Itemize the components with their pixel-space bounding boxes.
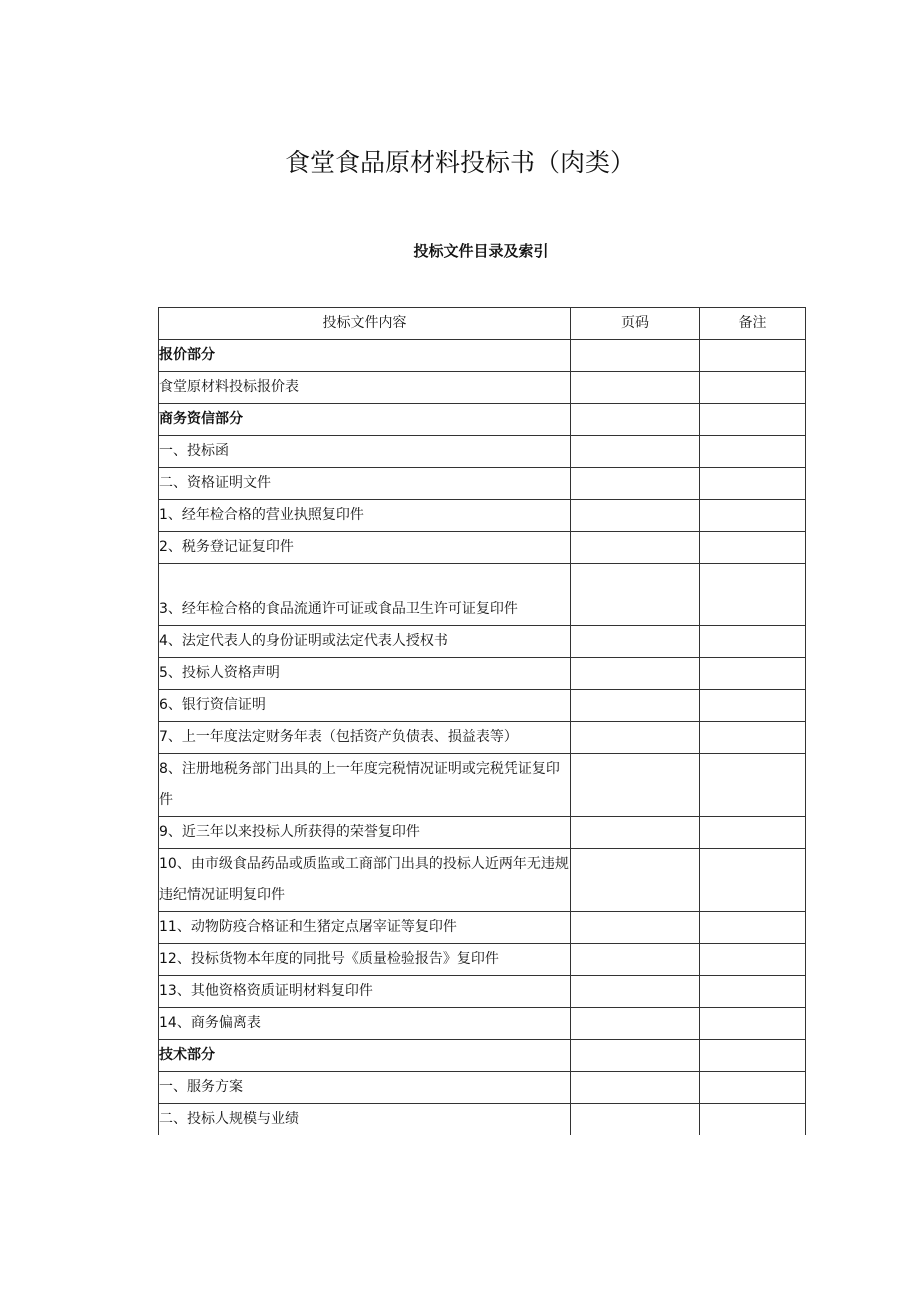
row-content: 14、商务偏离表 <box>159 1008 571 1040</box>
row-content: 报价部分 <box>159 340 571 372</box>
row-content: 二、投标人规模与业绩 <box>159 1104 571 1136</box>
row-remark <box>700 372 806 404</box>
table-row <box>159 468 806 500</box>
table-row <box>159 690 806 722</box>
table-row <box>159 532 806 564</box>
table-row <box>159 1008 806 1040</box>
table-row <box>159 372 806 404</box>
row-content: 商务资信部分 <box>159 404 571 436</box>
row-page <box>571 944 700 976</box>
section-row <box>159 1040 806 1072</box>
row-content: 4、法定代表人的身份证明或法定代表人授权书 <box>159 626 571 658</box>
row-remark <box>700 754 806 817</box>
row-content: 技术部分 <box>159 1040 571 1072</box>
row-page <box>571 1040 700 1072</box>
row-remark <box>700 626 806 658</box>
row-content: 11、动物防疫合格证和生猪定点屠宰证等复印件 <box>159 912 571 944</box>
table-row <box>159 754 806 817</box>
section-row <box>159 340 806 372</box>
row-page <box>571 626 700 658</box>
row-page <box>571 500 700 532</box>
table-row <box>159 976 806 1008</box>
toc-body <box>159 340 806 1136</box>
table-row <box>159 817 806 849</box>
row-content: 5、投标人资格声明 <box>159 658 571 690</box>
row-page <box>571 817 700 849</box>
table-row <box>159 722 806 754</box>
row-page <box>571 849 700 912</box>
row-content: 一、服务方案 <box>159 1072 571 1104</box>
table-row <box>159 436 806 468</box>
document-title: 食堂食品原材料投标书（肉类） <box>284 148 635 177</box>
section-row <box>159 404 806 436</box>
header-page: 页码 <box>571 308 700 340</box>
row-remark <box>700 722 806 754</box>
row-content: 12、投标货物本年度的同批号《质量检验报告》复印件 <box>159 944 571 976</box>
row-content: 6、银行资信证明 <box>159 690 571 722</box>
table-row <box>159 564 806 626</box>
table-row <box>159 849 806 912</box>
row-page <box>571 564 700 626</box>
row-remark <box>700 1040 806 1072</box>
table-row <box>159 658 806 690</box>
row-remark <box>700 849 806 912</box>
row-remark <box>700 500 806 532</box>
document-subtitle: 投标文件目录及索引 <box>413 242 549 260</box>
row-page <box>571 436 700 468</box>
row-page <box>571 404 700 436</box>
row-page <box>571 468 700 500</box>
row-remark <box>700 912 806 944</box>
header-content: 投标文件内容 <box>159 308 571 340</box>
table-row <box>159 912 806 944</box>
row-content: 7、上一年度法定财务年表（包括资产负债表、损益表等） <box>159 722 571 754</box>
row-content: 8、注册地税务部门出具的上一年度完税情况证明或完税凭证复印件 <box>159 754 571 817</box>
row-remark <box>700 404 806 436</box>
row-content: 10、由市级食品药品或质监或工商部门出具的投标人近两年无违规违纪情况证明复印件 <box>159 849 571 912</box>
row-page <box>571 658 700 690</box>
table-row <box>159 500 806 532</box>
table-row <box>159 1072 806 1104</box>
row-content: 二、资格证明文件 <box>159 468 571 500</box>
row-page <box>571 976 700 1008</box>
row-content: 2、税务登记证复印件 <box>159 532 571 564</box>
row-page <box>571 912 700 944</box>
row-page <box>571 690 700 722</box>
row-page <box>571 1008 700 1040</box>
row-remark <box>700 1104 806 1136</box>
table-row <box>159 944 806 976</box>
row-remark <box>700 690 806 722</box>
table-header-row <box>159 308 806 340</box>
row-page <box>571 340 700 372</box>
row-content: 食堂原材料投标报价表 <box>159 372 571 404</box>
row-page <box>571 1104 700 1136</box>
row-page <box>571 722 700 754</box>
row-remark <box>700 1072 806 1104</box>
row-remark <box>700 976 806 1008</box>
header-remark: 备注 <box>700 308 806 340</box>
row-content: 13、其他资格资质证明材料复印件 <box>159 976 571 1008</box>
row-content: 3、经年检合格的食品流通许可证或食品卫生许可证复印件 <box>159 564 571 626</box>
row-remark <box>700 468 806 500</box>
row-remark <box>700 436 806 468</box>
row-page <box>571 372 700 404</box>
row-content: 9、近三年以来投标人所获得的荣誉复印件 <box>159 817 571 849</box>
row-remark <box>700 944 806 976</box>
row-content: 1、经年检合格的营业执照复印件 <box>159 500 571 532</box>
row-page <box>571 532 700 564</box>
toc-table <box>158 307 806 1135</box>
table-row <box>159 1104 806 1136</box>
row-remark <box>700 658 806 690</box>
row-remark <box>700 564 806 626</box>
row-remark <box>700 817 806 849</box>
row-page <box>571 754 700 817</box>
row-remark <box>700 532 806 564</box>
row-remark <box>700 340 806 372</box>
table-row <box>159 626 806 658</box>
row-remark <box>700 1008 806 1040</box>
row-page <box>571 1072 700 1104</box>
row-content: 一、投标函 <box>159 436 571 468</box>
